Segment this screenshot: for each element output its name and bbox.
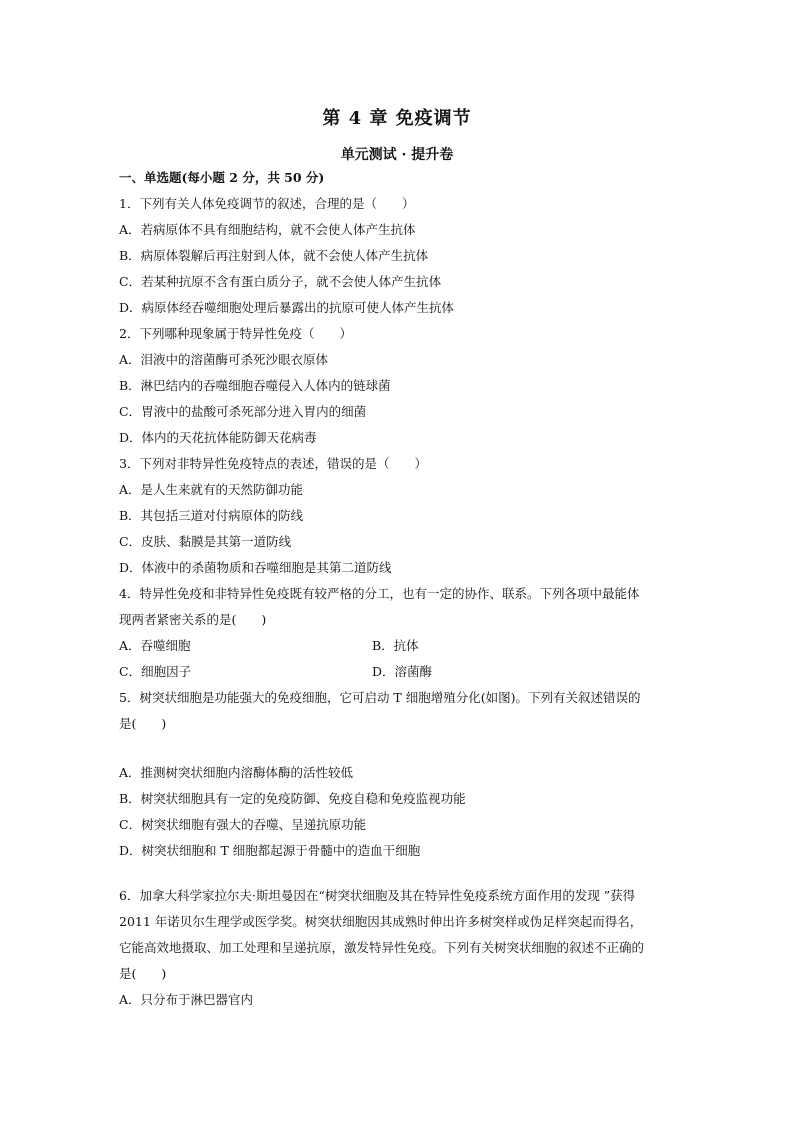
question-4-stem-line-2: 现两者紧密关系的是( ) <box>119 612 267 627</box>
section-heading: 一、单选题(每小题 2 分，共 50 分) <box>119 170 325 185</box>
question-4-option-c: C．细胞因子 <box>119 664 192 679</box>
question-5-option-a: A．推测树突状细胞内溶酶体酶的活性较低 <box>119 765 354 780</box>
question-1-option-a: A．若病原体不具有细胞结构，就不会使人体产生抗体 <box>119 222 416 237</box>
test-subtitle: 单元测试 · 提升卷 <box>340 147 454 163</box>
question-2-stem: 2．下列哪种现象属于特异性免疫（ ） <box>119 326 352 341</box>
question-5-stem-line-1: 5．树突状细胞是功能强大的免疫细胞，它可启动 T 细胞增殖分化(如图)。下列有关叙述错误的 <box>119 690 641 705</box>
question-5-option-b: B．树突状细胞具有一定的免疫防御、免疫自稳和免疫监视功能 <box>119 791 466 806</box>
question-2-option-a: A．泪液中的溶菌酶可杀死沙眼衣原体 <box>119 352 329 367</box>
question-3-option-c: C．皮肤、黏膜是其第一道防线 <box>119 534 292 549</box>
question-6-stem-line-4: 是( ) <box>119 966 167 981</box>
question-4-option-a: A．吞噬细胞 <box>119 638 191 653</box>
question-1-option-b: B．病原体裂解后再注射到人体，就不会使人体产生抗体 <box>119 248 429 263</box>
question-2-option-d: D．体内的天花抗体能防御天花病毒 <box>119 430 317 445</box>
question-6-stem-line-3: 它能高效地摄取、加工处理和呈递抗原，激发特异性免疫。下列有关树突状细胞的叙述不正确的 <box>119 940 645 955</box>
question-5-option-d: D．树突状细胞和 T 细胞都起源于骨髓中的造血干细胞 <box>119 843 421 858</box>
question-1-stem: 1．下列有关人体免疫调节的叙述，合理的是（ ） <box>119 196 415 211</box>
chapter-title: 第 4 章 免疫调节 <box>322 108 472 129</box>
question-4-option-d: D．溶菌酶 <box>372 664 433 679</box>
question-2-option-b: B．淋巴结内的吞噬细胞吞噬侵入人体内的链球菌 <box>119 378 391 393</box>
question-6-stem-line-1: 6．加拿大科学家拉尔夫·斯坦曼因在“树突状细胞及其在特异性免疫系统方面作用的发现 ”获得 <box>119 888 636 903</box>
question-3-option-b: B．其包括三道对付病原体的防线 <box>119 508 304 523</box>
question-6-option-a: A．只分布于淋巴器官内 <box>119 992 254 1007</box>
question-2-option-c: C．胃液中的盐酸可杀死部分进入胃内的细菌 <box>119 404 367 419</box>
question-3-option-a: A．是人生来就有的天然防御功能 <box>119 482 304 497</box>
question-5-option-c: C．树突状细胞有强大的吞噬、呈递抗原功能 <box>119 817 367 832</box>
question-3-stem: 3．下列对非特异性免疫特点的表述，错误的是（ ） <box>119 456 427 471</box>
question-4-option-b: B．抗体 <box>372 638 419 653</box>
question-1-option-d: D．病原体经吞噬细胞处理后暴露出的抗原可使人体产生抗体 <box>119 300 455 315</box>
question-1-option-c: C．若某种抗原不含有蛋白质分子，就不会使人体产生抗体 <box>119 274 442 289</box>
question-5-stem-line-2: 是( ) <box>119 716 167 731</box>
question-4-stem-line-1: 4．特异性免疫和非特异性免疫既有较严格的分工，也有一定的协作、联系。下列各项中最能体 <box>119 586 640 601</box>
question-3-option-d: D．体液中的杀菌物质和吞噬细胞是其第二道防线 <box>119 560 392 575</box>
question-6-stem-line-2: 2011 年诺贝尔生理学或医学奖。树突状细胞因其成熟时伸出许多树突样或伪足样突起而得名， <box>119 914 643 929</box>
